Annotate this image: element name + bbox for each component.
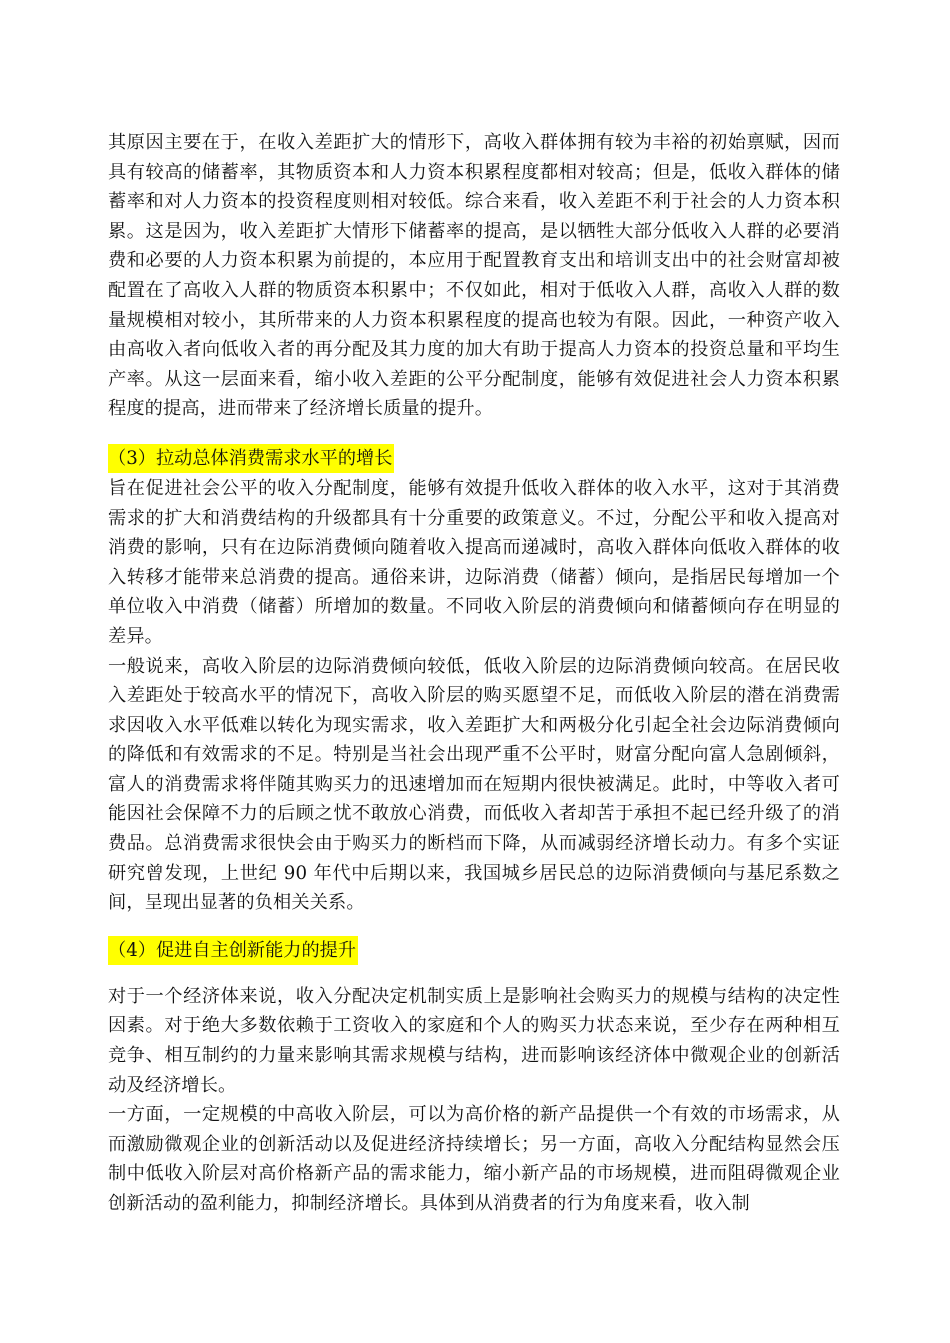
section-3-paragraph-1: 旨在促进社会公平的收入分配制度，能够有效提升低收入群体的收入水平，这对于其消费需求的扩大和消费结构的升级都具有十分重要的政策意义。不过，分配公平和收入提高对消费的影响，只有在边际消费倾向随着收入提高而递减时，高收入群体向低收入群体的收入转移才能带来总消费的提高。通俗来讲，边际消费（储蓄）倾向，是指居民每增加一个单位收入中消费（储蓄）所增加的数量。不同收入阶层的消费倾向和储蓄倾向存在明显的差异。 xyxy=(108,477,840,647)
document-page xyxy=(108,128,840,1219)
paragraph-human-capital: 其原因主要在于，在收入差距扩大的情形下，高收入群体拥有较为丰裕的初始禀赋，因而具有较高的储蓄率，其物质资本和人力资本积累程度都相对较高；但是，低收入群体的储蓄率和对人力资本的投资程度则相对较低。综合来看，收入差距不利于社会的人力资本积累。这是因为，收入差距扩大情形下储蓄率的提高，是以牺牲大部分低收入人群的必要消费和必要的人力资本积累为前提的，本应用于配置教育支出和培训支出中的社会财富却被配置在了高收入人群的物质资本积累中；不仅如此，相对于低收入人群，高收入人群的数量规模相对较小，其所带来的人力资本积累程度的提高也较为有限。因此，一种资产收入由高收入者向低收入者的再分配及其力度的加大有助于提高人力资本的投资总量和平均生产率。从这一层面来看，缩小收入差距的公平分配制度，能够有效促进社会人力资本积累程度的提高，进而带来了经济增长质量的提升。 xyxy=(108,132,840,420)
spacer xyxy=(108,966,840,982)
section-3-heading: （3）拉动总体消费需求水平的增长 xyxy=(108,444,394,473)
spacer xyxy=(108,918,840,936)
section-3-heading-wrap xyxy=(108,444,840,474)
section-4-paragraph-2: 一方面，一定规模的中高收入阶层，可以为高价格的新产品提供一个有效的市场需求，从而激励微观企业的创新活动以及促进经济持续增长；另一方面，高收入分配结构显然会压制中低收入阶层对高价格新产品的需求能力，缩小新产品的市场规模，进而阻碍微观企业创新活动的盈利能力，抑制经济增长。具体到从消费者的行为角度来看，收入制 xyxy=(108,1104,840,1214)
section-4-paragraph-1: 对于一个经济体来说，收入分配决定机制实质上是影响社会购买力的规模与结构的决定性因素。对于绝大多数依赖于工资收入的家庭和个人的购买力状态来说，至少存在两种相互竞争、相互制约的力量来影响其需求规模与结构，进而影响该经济体中微观企业的创新活动及经济增长。 xyxy=(108,985,840,1096)
section-4-heading-wrap xyxy=(108,936,840,966)
spacer xyxy=(108,424,840,444)
section-4-heading: （4）促进自主创新能力的提升 xyxy=(108,936,358,965)
section-3-paragraph-2: 一般说来，高收入阶层的边际消费倾向较低，低收入阶层的边际消费倾向较高。在居民收入差距处于较高水平的情况下，高收入阶层的购买愿望不足，而低收入阶层的潜在消费需求因收入水平低难以转化为现实需求，收入差距扩大和两极分化引起全社会边际消费倾向的降低和有效需求的不足。特别是当社会出现严重不公平时，财富分配向富人急剧倾斜，富人的消费需求将伴随其购买力的迅速增加而在短期内很快被满足。此时，中等收入者可能因社会保障不力的后顾之忧不敢放心消费，而低收入者却苦于承担不起已经升级了的消费品。总消费需求很快会由于购买力的断档而下降，从而减弱经济增长动力。有多个实证研究曾发现，上世纪 90 年代中后期以来，我国城乡居民总的边际消费倾向与基尼系数之间，呈现出显著的负相关关系。 xyxy=(108,655,840,914)
